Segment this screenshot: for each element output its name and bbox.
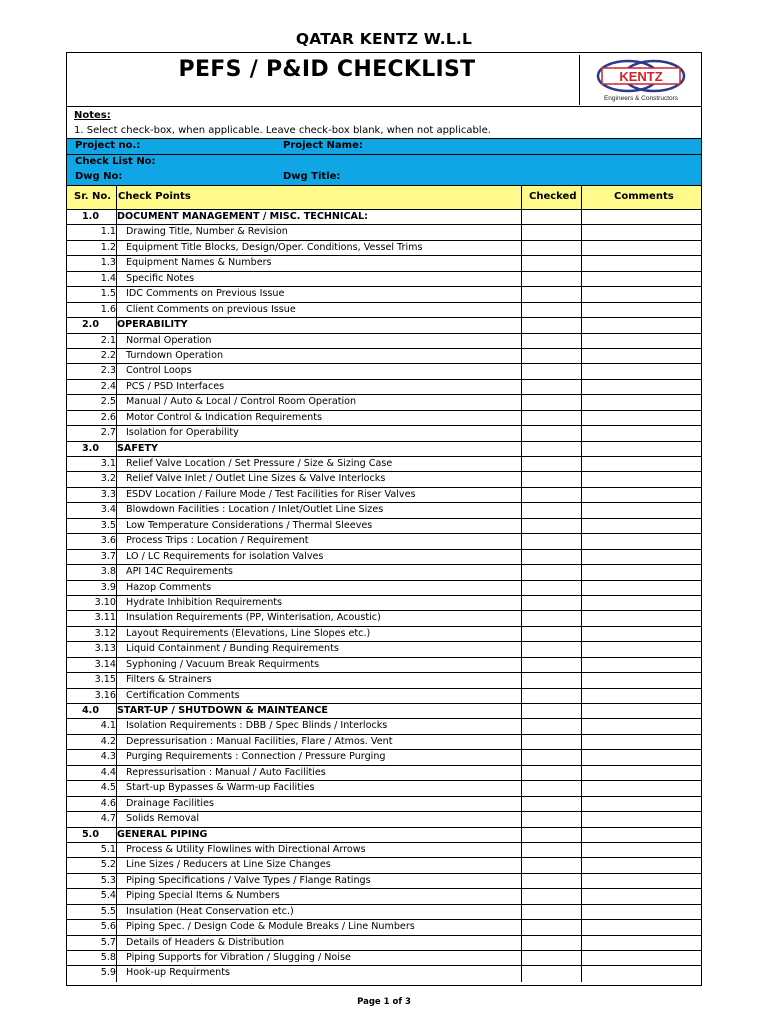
comments-cell[interactable] [581,303,582,317]
item-number: 3.9 [100,581,116,593]
comments-cell[interactable] [581,426,582,440]
check-point-text: Process Trips : Location / Requirement [126,535,309,547]
checked-cell[interactable] [521,534,522,548]
checked-cell[interactable] [521,364,522,378]
checked-cell[interactable] [521,380,522,394]
checked-cell[interactable] [521,334,522,348]
comments-cell[interactable] [581,735,582,749]
comments-cell[interactable] [581,750,582,764]
item-number: 3.7 [100,550,116,562]
checked-cell[interactable] [521,735,522,749]
check-point-text: Hazop Comments [126,581,212,593]
check-point-text: Drawing Title, Number & Revision [126,226,288,238]
checked-cell[interactable] [521,766,522,780]
checked-cell[interactable] [521,781,522,795]
check-point-text: Layout Requirements (Elevations, Line Slopes etc.) [126,627,371,639]
checked-cell[interactable] [521,442,522,456]
item-number: 2.1 [100,334,116,346]
checked-cell[interactable] [521,395,522,409]
check-point-text: Hook-up Requirments [126,967,231,979]
item-number: 2.2 [100,349,116,361]
checklist-row [67,719,701,734]
comments-cell[interactable] [581,689,582,703]
company-name: QATAR KENTZ W.L.L [295,30,473,48]
check-point-text: Control Loops [126,365,192,377]
checked-cell[interactable] [521,858,522,872]
check-point-text: ESDV Location / Failure Mode / Test Facilities for Riser Valves [126,488,416,500]
section-title: START-UP / SHUTDOWN & MAINTEANCE [117,705,328,716]
checked-cell[interactable] [521,905,522,919]
col-checked: Checked [529,191,577,202]
dwg-no-label: Dwg No: [75,171,123,182]
checklist-row [67,673,701,688]
section-row [67,828,701,843]
checklist-row [67,472,701,487]
check-point-text: Insulation (Heat Conservation etc.) [126,905,294,917]
checked-cell[interactable] [521,550,522,564]
checked-cell[interactable] [521,349,522,363]
dwg-title-label: Dwg Title: [283,171,341,182]
item-number: 3.1 [100,458,116,469]
checked-cell[interactable] [521,750,522,764]
checked-cell[interactable] [521,426,522,440]
checklist-row [67,426,701,441]
comments-cell[interactable] [581,411,582,425]
item-number: 1.1 [100,226,116,238]
item-number: 1.4 [100,272,116,284]
item-number: 4.7 [100,813,116,825]
item-number: 5.2 [100,859,116,871]
item-number: 5.7 [100,936,116,948]
check-point-text: Specific Notes [126,272,195,284]
checked-cell[interactable] [521,256,522,270]
check-point-text: IDC Comments on Previous Issue [126,288,285,300]
item-number: 3.4 [100,504,116,516]
check-point-text: Piping Spec. / Design Code & Module Breaks / Line Numbers [126,921,415,933]
checklist-row [67,951,701,966]
section-number: 1.0 [82,211,99,222]
checklist-row [67,581,701,596]
comments-cell[interactable] [581,611,582,625]
checklist-row [67,966,701,981]
item-number: 4.6 [100,797,116,809]
check-point-text: Equipment Title Blocks, Design/Oper. Conditions, Vessel Trims [126,241,423,253]
comments-cell[interactable] [581,828,582,842]
col-check-points: Check Points [118,191,191,202]
checklist-row [67,642,701,657]
check-point-text: API 14C Requirements [126,566,233,578]
col-comments: Comments [614,191,674,202]
item-number: 1.3 [100,257,116,269]
document-title: PEFS / P&ID CHECKLIST [178,57,476,82]
checklist-table-body [67,210,701,982]
checklist-row [67,565,701,580]
checked-cell[interactable] [521,843,522,857]
comments-cell[interactable] [581,905,582,919]
checked-cell[interactable] [521,411,522,425]
checklist-row [67,627,701,642]
project-no-label: Project no.: [75,140,141,151]
check-point-text: Isolation Requirements : DBB / Spec Blinds / Interlocks [126,720,388,732]
comments-cell[interactable] [581,874,582,888]
table-header [67,186,701,210]
comments-cell[interactable] [581,781,582,795]
comments-cell[interactable] [581,287,582,301]
section-row [67,318,701,333]
comments-cell[interactable] [581,936,582,950]
checked-cell[interactable] [521,704,522,718]
checklist-row [67,272,701,287]
check-point-text: Solids Removal [126,813,200,825]
checked-cell[interactable] [521,889,522,903]
section-row [67,210,701,225]
comments-cell[interactable] [581,843,582,857]
checklist-row [67,488,701,503]
item-number: 5.9 [100,967,116,979]
checked-cell[interactable] [521,503,522,517]
section-number: 4.0 [82,705,99,716]
checked-cell[interactable] [521,797,522,811]
checklist-row [67,611,701,626]
project-info-row [67,139,701,155]
checked-cell[interactable] [521,642,522,656]
comments-cell[interactable] [581,951,582,965]
checked-cell[interactable] [521,828,522,842]
check-point-text: Certification Comments [126,689,240,701]
comments-cell[interactable] [581,719,582,733]
item-number: 2.5 [100,396,116,408]
checklist-row [67,395,701,410]
comments-cell[interactable] [581,364,582,378]
checked-cell[interactable] [521,874,522,888]
check-point-text: Normal Operation [126,334,212,346]
item-number: 5.3 [100,874,116,886]
check-point-text: Relief Valve Location / Set Pressure / Size & Sizing Case [126,458,393,469]
check-point-text: PCS / PSD Interfaces [126,380,225,392]
checked-cell[interactable] [521,519,522,533]
item-number: 1.5 [100,288,116,300]
check-point-text: Low Temperature Considerations / Thermal Sleeves [126,519,373,531]
checklist-no-row [67,155,701,171]
logo-wordmark: KENTZ [619,69,663,84]
checklist-row [67,781,701,796]
checked-cell[interactable] [521,719,522,733]
comments-cell[interactable] [581,457,582,471]
check-point-text: Hydrate Inhibition Requirements [126,596,283,608]
notes-heading: Notes: [74,110,111,121]
item-number: 5.1 [100,843,116,855]
check-point-text: Piping Supports for Vibration / Slugging / Noise [126,952,351,963]
checklist-row [67,287,701,302]
checked-cell[interactable] [521,565,522,579]
checklist-row [67,596,701,611]
checklist-row [67,380,701,395]
checked-cell[interactable] [521,210,522,224]
checked-cell[interactable] [521,611,522,625]
item-number: 3.2 [100,473,116,485]
checklist-row [67,689,701,704]
comments-cell[interactable] [581,534,582,548]
section-title: SAFETY [117,442,158,454]
comments-cell[interactable] [581,766,582,780]
section-number: 2.0 [82,319,99,331]
checked-cell[interactable] [521,658,522,672]
item-number: 4.5 [100,782,116,794]
checked-cell[interactable] [521,472,522,486]
checked-cell[interactable] [521,303,522,317]
check-point-text: Motor Control & Indication Requirements [126,411,322,423]
checklist-row [67,766,701,781]
checklist-row [67,843,701,858]
item-number: 5.5 [100,905,116,917]
col-sr-no: Sr. No. [74,191,112,202]
notes-block [67,107,701,139]
check-point-text: LO / LC Requirements for isolation Valves [126,550,324,562]
comments-cell[interactable] [581,966,582,981]
comments-cell[interactable] [581,858,582,872]
item-number: 2.6 [100,411,116,423]
item-number: 3.8 [100,566,116,578]
checklist-row [67,889,701,904]
checklist-row [67,256,701,271]
item-number: 2.4 [100,380,116,392]
item-number: 1.6 [100,303,116,315]
comments-cell[interactable] [581,488,582,502]
kentz-logo [579,55,701,105]
check-point-text: Relief Valve Inlet / Outlet Line Sizes & Valve Interlocks [126,473,386,485]
checklist-row [67,534,701,549]
checked-cell[interactable] [521,457,522,471]
checklist-row [67,905,701,920]
check-point-text: Liquid Containment / Bunding Requirements [126,643,339,655]
item-number: 4.4 [100,766,116,778]
checked-cell[interactable] [521,689,522,703]
checklist-row [67,920,701,935]
drawing-info-row [67,170,701,186]
comments-cell[interactable] [581,889,582,903]
comments-cell[interactable] [581,519,582,533]
item-number: 3.16 [94,689,116,701]
item-number: 4.1 [100,720,116,732]
checklist-row [67,812,701,827]
item-number: 3.3 [100,488,116,500]
checked-cell[interactable] [521,287,522,301]
checked-cell[interactable] [521,318,522,332]
check-point-text: Process & Utility Flowlines with Directional Arrows [126,843,366,855]
checklist-row [67,519,701,534]
comments-cell[interactable] [581,472,582,486]
comments-cell[interactable] [581,442,582,456]
item-number: 3.14 [94,658,116,670]
checked-cell[interactable] [521,673,522,687]
comments-cell[interactable] [581,565,582,579]
section-title: DOCUMENT MANAGEMENT / MISC. TECHNICAL: [117,211,368,222]
item-number: 3.6 [100,535,116,547]
project-name-label: Project Name: [283,140,363,151]
checklist-row [67,503,701,518]
check-point-text: Purging Requirements : Connection / Pressure Purging [126,751,386,763]
comments-cell[interactable] [581,627,582,641]
item-number: 4.2 [100,735,116,747]
comments-cell[interactable] [581,225,582,239]
checklist-frame [66,52,702,986]
checklist-row [67,303,701,318]
checklist-row [67,349,701,364]
checklist-row [67,364,701,379]
check-point-text: Filters & Strainers [126,674,212,686]
check-point-text: Isolation for Operability [126,427,239,439]
check-point-text: Client Comments on previous Issue [126,303,296,315]
comments-cell[interactable] [581,920,582,934]
comments-cell[interactable] [581,596,582,610]
item-number: 2.3 [100,365,116,377]
checklist-row [67,550,701,565]
section-number: 5.0 [82,828,99,840]
comments-cell[interactable] [581,704,582,718]
checklist-row [67,334,701,349]
check-point-text: Insulation Requirements (PP, Winterisation, Acoustic) [126,612,381,624]
item-number: 3.12 [94,627,116,639]
checked-cell[interactable] [521,920,522,934]
check-point-text: Manual / Auto & Local / Control Room Operation [126,396,357,408]
checklist-row [67,658,701,673]
checklist-row [67,750,701,765]
section-row [67,704,701,719]
check-point-text: Details of Headers & Distribution [126,936,285,948]
check-point-text: Line Sizes / Reducers at Line Size Changes [126,859,331,871]
check-point-text: Repressurisation : Manual / Auto Facilities [126,766,326,778]
checklist-row [67,241,701,256]
comments-cell[interactable] [581,581,582,595]
checked-cell[interactable] [521,966,522,981]
comments-cell[interactable] [581,380,582,394]
section-title: GENERAL PIPING [117,828,208,840]
item-number: 2.7 [100,427,116,439]
comments-cell[interactable] [581,334,582,348]
comments-cell[interactable] [581,550,582,564]
item-number: 1.2 [100,241,116,253]
comments-cell[interactable] [581,349,582,363]
comments-cell[interactable] [581,318,582,332]
check-point-text: Piping Special Items & Numbers [126,890,280,902]
comments-cell[interactable] [581,210,582,224]
item-number: 4.3 [100,751,116,763]
section-row [67,442,701,457]
section-number: 3.0 [82,442,99,454]
checked-cell[interactable] [521,812,522,826]
item-number: 5.8 [100,952,116,963]
item-number: 3.10 [94,596,116,608]
comments-cell[interactable] [581,395,582,409]
check-point-text: Piping Specifications / Valve Types / Flange Ratings [126,874,371,886]
check-point-text: Start-up Bypasses & Warm-up Facilities [126,782,315,794]
check-point-text: Blowdown Facilities : Location / Inlet/Outlet Line Sizes [126,504,384,516]
notes-text: 1. Select check-box, when applicable. Leave check-box blank, when not applicable. [74,125,491,136]
item-number: 3.15 [94,674,116,686]
item-number: 5.6 [100,921,116,933]
check-point-text: Syphoning / Vacuum Break Requirments [126,658,320,670]
checked-cell[interactable] [521,272,522,286]
check-point-text: Equipment Names & Numbers [126,257,272,269]
comments-cell[interactable] [581,256,582,270]
check-point-text: Depressurisation : Manual Facilities, Flare / Atmos. Vent [126,735,393,747]
checklist-row [67,858,701,873]
comments-cell[interactable] [581,241,582,255]
checked-cell[interactable] [521,951,522,965]
checklist-row [67,225,701,240]
comments-cell[interactable] [581,658,582,672]
item-number: 3.13 [94,643,116,655]
check-point-text: Drainage Facilities [126,797,214,809]
checklist-row [67,797,701,812]
comments-cell[interactable] [581,797,582,811]
checked-cell[interactable] [521,936,522,950]
checked-cell[interactable] [521,627,522,641]
checklist-row [67,457,701,472]
checked-cell[interactable] [521,225,522,239]
comments-cell[interactable] [581,673,582,687]
checked-cell[interactable] [521,581,522,595]
checklist-row [67,936,701,951]
checked-cell[interactable] [521,596,522,610]
comments-cell[interactable] [581,812,582,826]
item-number: 3.11 [94,612,116,624]
comments-cell[interactable] [581,642,582,656]
kentz-logo-icon [588,58,694,96]
title-block [67,53,701,107]
checked-cell[interactable] [521,241,522,255]
page-number: Page 1 of 3 [357,997,411,1007]
section-title: OPERABILITY [117,319,188,331]
checklist-row [67,411,701,426]
item-number: 5.4 [100,890,116,902]
checklist-row [67,735,701,750]
checklist-no-label: Check List No: [75,156,156,167]
item-number: 3.5 [100,519,116,531]
logo-subtitle: Engineers & Constructors [603,95,679,102]
comments-cell[interactable] [581,272,582,286]
check-point-text: Turndown Operation [126,349,224,361]
checked-cell[interactable] [521,488,522,502]
checklist-row [67,874,701,889]
comments-cell[interactable] [581,503,582,517]
